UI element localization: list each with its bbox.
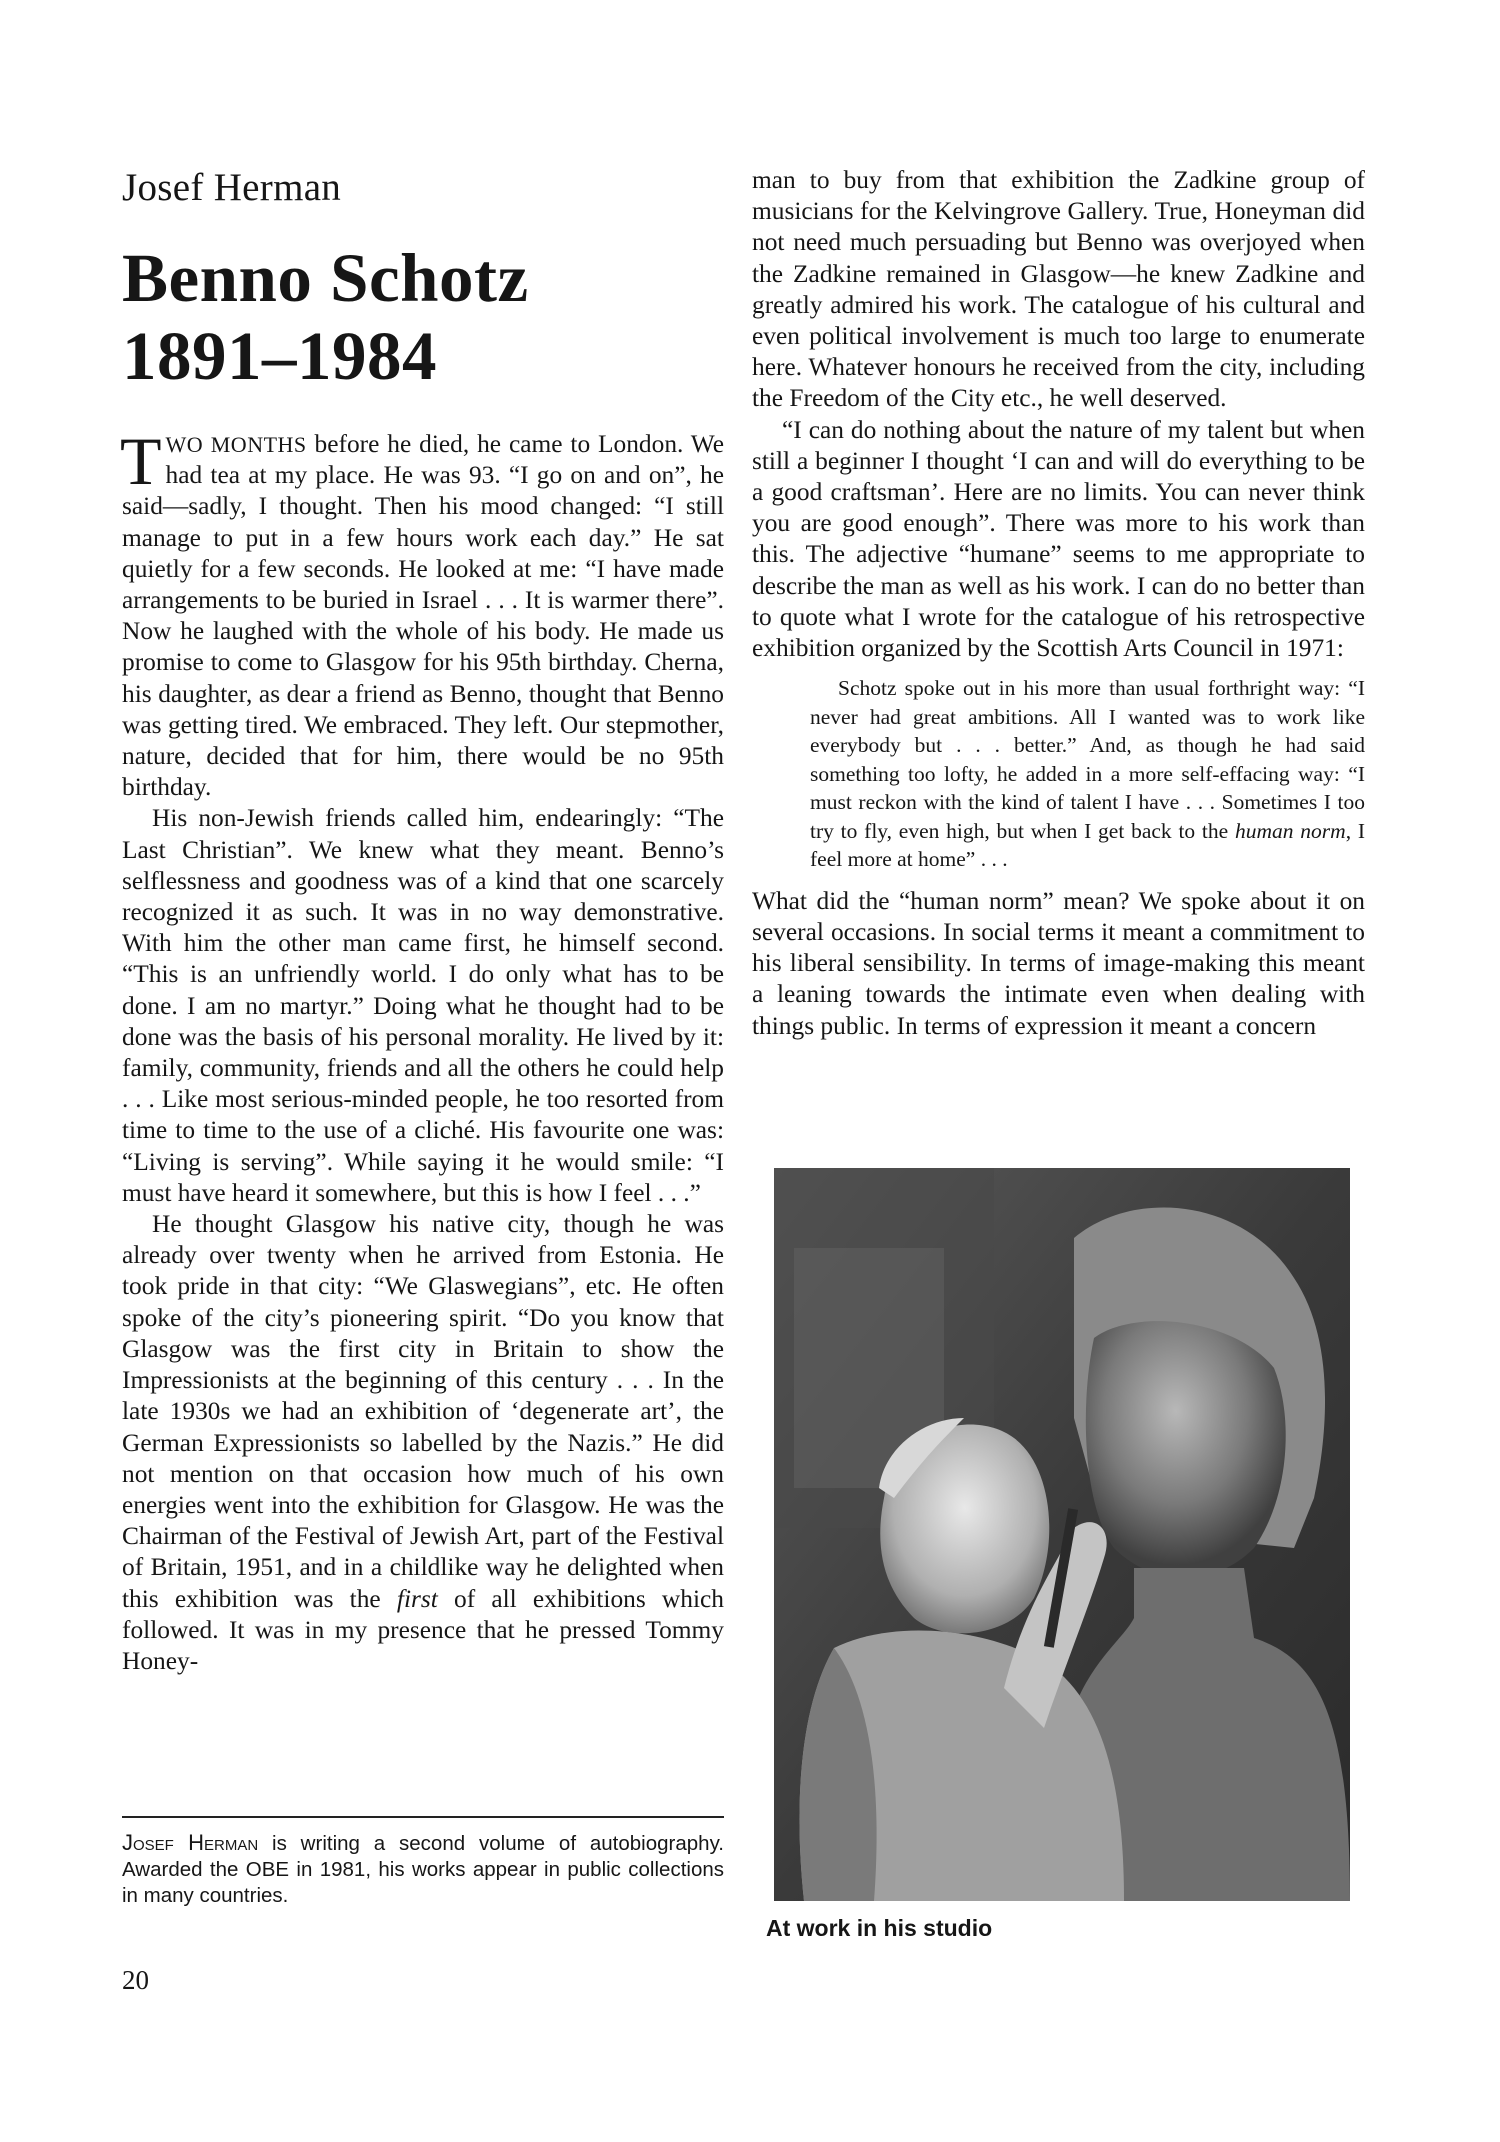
opening-small-caps: WO MONTHS bbox=[165, 432, 307, 457]
emphasis: human norm bbox=[1234, 818, 1346, 843]
studio-photograph bbox=[774, 1168, 1350, 1901]
right-column bbox=[752, 165, 1365, 1042]
paragraph bbox=[120, 423, 725, 803]
paragraph-text: of all exhibitions which followed. It was in my presence that he pressed Tommy Honey- bbox=[122, 1584, 724, 1675]
left-column bbox=[122, 165, 724, 1677]
photo-image bbox=[774, 1168, 1350, 1901]
drop-cap: T bbox=[120, 423, 162, 499]
quote-text: , I feel more at home” . . . bbox=[810, 818, 1365, 872]
left-body-text bbox=[120, 423, 725, 1677]
paragraph: “I can do nothing about the nature of my talent but when still a beginner I thought ‘I can and will do everything to be a good craftsman’. Here are no limits. You can never think you are good enough”. There was more to his work than this. The adjective “humane” seems to me appropriate to describe the man as well as his work. I can do no better than to quote what I wrote for the catalogue of his retrospective exhibition organized by the Scottish Arts Council in 1971: bbox=[752, 415, 1365, 663]
photo-caption: At work in his studio bbox=[766, 1915, 993, 1941]
paragraph: What did the “human norm” mean? We spoke about it on several occasions. In social terms it meant a commitment to his liberal sensibility. In terms of image-making this meant a leaning towards the intimate even when dealing with things public. In terms of expression it meant a concern bbox=[752, 886, 1365, 1040]
article-title bbox=[122, 239, 724, 395]
paragraph-text: He thought Glasgow his native city, though he was already over twenty when he arrived from Estonia. He took pride in that city: “We Glaswegians”, etc. He often spoke of the city’s pioneering spirit. “Do you know that Glasgow was the first city in Britain to show the Impressionists at the beginning of this century . . . In the late 1930s we had an exhibition of ‘degenerate art’, the German Expressionists so labelled by the Nazis.” He did not mention on that occasion how much of his own energies went into the exhibition for Glasgow. He was the Chairman of the Festival of Jewish Art, part of the Festival of Britain, 1951, and in a childlike way he delighted when this exhibition was the bbox=[122, 1210, 724, 1613]
paragraph bbox=[122, 1209, 724, 1677]
paragraph: His non-Jewish friends called him, endearingly: “The Last Christian”. We knew what they meant. Benno’s selflessness and goodness was of a kind that one scarcely recognized it as such. It was in no way demonstrative. With him the other man came first, he himself second. “This is an unfriendly world. I do only what has to be done. I am no martyr.” Doing what he thought had to be done was the basis of his personal morality. He lived by it: family, community, friends and all the others he could help . . . Like most serious-minded people, he too resorted from time to time to the use of a cliché. His favourite one was: “Living is serving”. While saying it he would smile: “I must have heard it somewhere, but this is how I feel . . .” bbox=[122, 804, 724, 1207]
emphasis: first bbox=[396, 1584, 438, 1613]
author-bio bbox=[122, 1830, 724, 1909]
author-name: Josef Herman bbox=[122, 166, 342, 209]
quote-text: Schotz spoke out in his more than usual forthright way: “I never had great ambitions. All I wanted was to work like everybody but . . . better.” And, as though he had said something too lofty, he added in a more self-effacing way: “I must reckon with the kind of talent I have . . . Sometimes I too try to fly, even high, but when I get back to the bbox=[810, 676, 1365, 843]
paragraph-text: before he died, he came to London. We had tea at my place. He was 93. “I go on and on”, he said—sadly, I thought. Then his mood changed: “I still manage to put in a few hours work each day.” He sat quietly for a few seconds. He looked at me: “I have made arrangements to be buried in Israel . . . It is warmer there”. Now he laughed with the whole of his body. He made us promise to come to Glasgow for his 95th birthday. Cherna, his daughter, as dear a friend as Benno, thought that Benno was getting tired. We embraced. They left. Our stepmother, nature, decided that for him, there would be no 95th birthday. bbox=[122, 430, 725, 802]
paragraph: man to buy from that exhibition the Zadkine group of musicians for the Kelvingrove Gallery. True, Honeyman did not need much persuading but Benno was overjoyed when the Zadkine remained in Glasgow—he knew Zadkine and greatly admired his work. The catalogue of his cultural and even political involvement is much too large to enumerate here. Whatever honours he received from the city, including the Freedom of the City etc., he well deserved. bbox=[752, 166, 1365, 413]
page-number: 20 bbox=[122, 1965, 149, 1995]
right-body-text bbox=[752, 165, 1365, 1042]
bio-author-name: Josef Herman bbox=[122, 1830, 259, 1855]
bio-text: is writing a second volume of autobiography. Awarded the OBE in 1981, his works appear in public collections in many countries. bbox=[122, 1832, 724, 1907]
block-quote bbox=[810, 674, 1365, 874]
footnote-rule bbox=[122, 1816, 724, 1818]
title-line-2: 1891–1984 bbox=[122, 318, 437, 394]
title-line-1: Benno Schotz bbox=[122, 240, 529, 316]
